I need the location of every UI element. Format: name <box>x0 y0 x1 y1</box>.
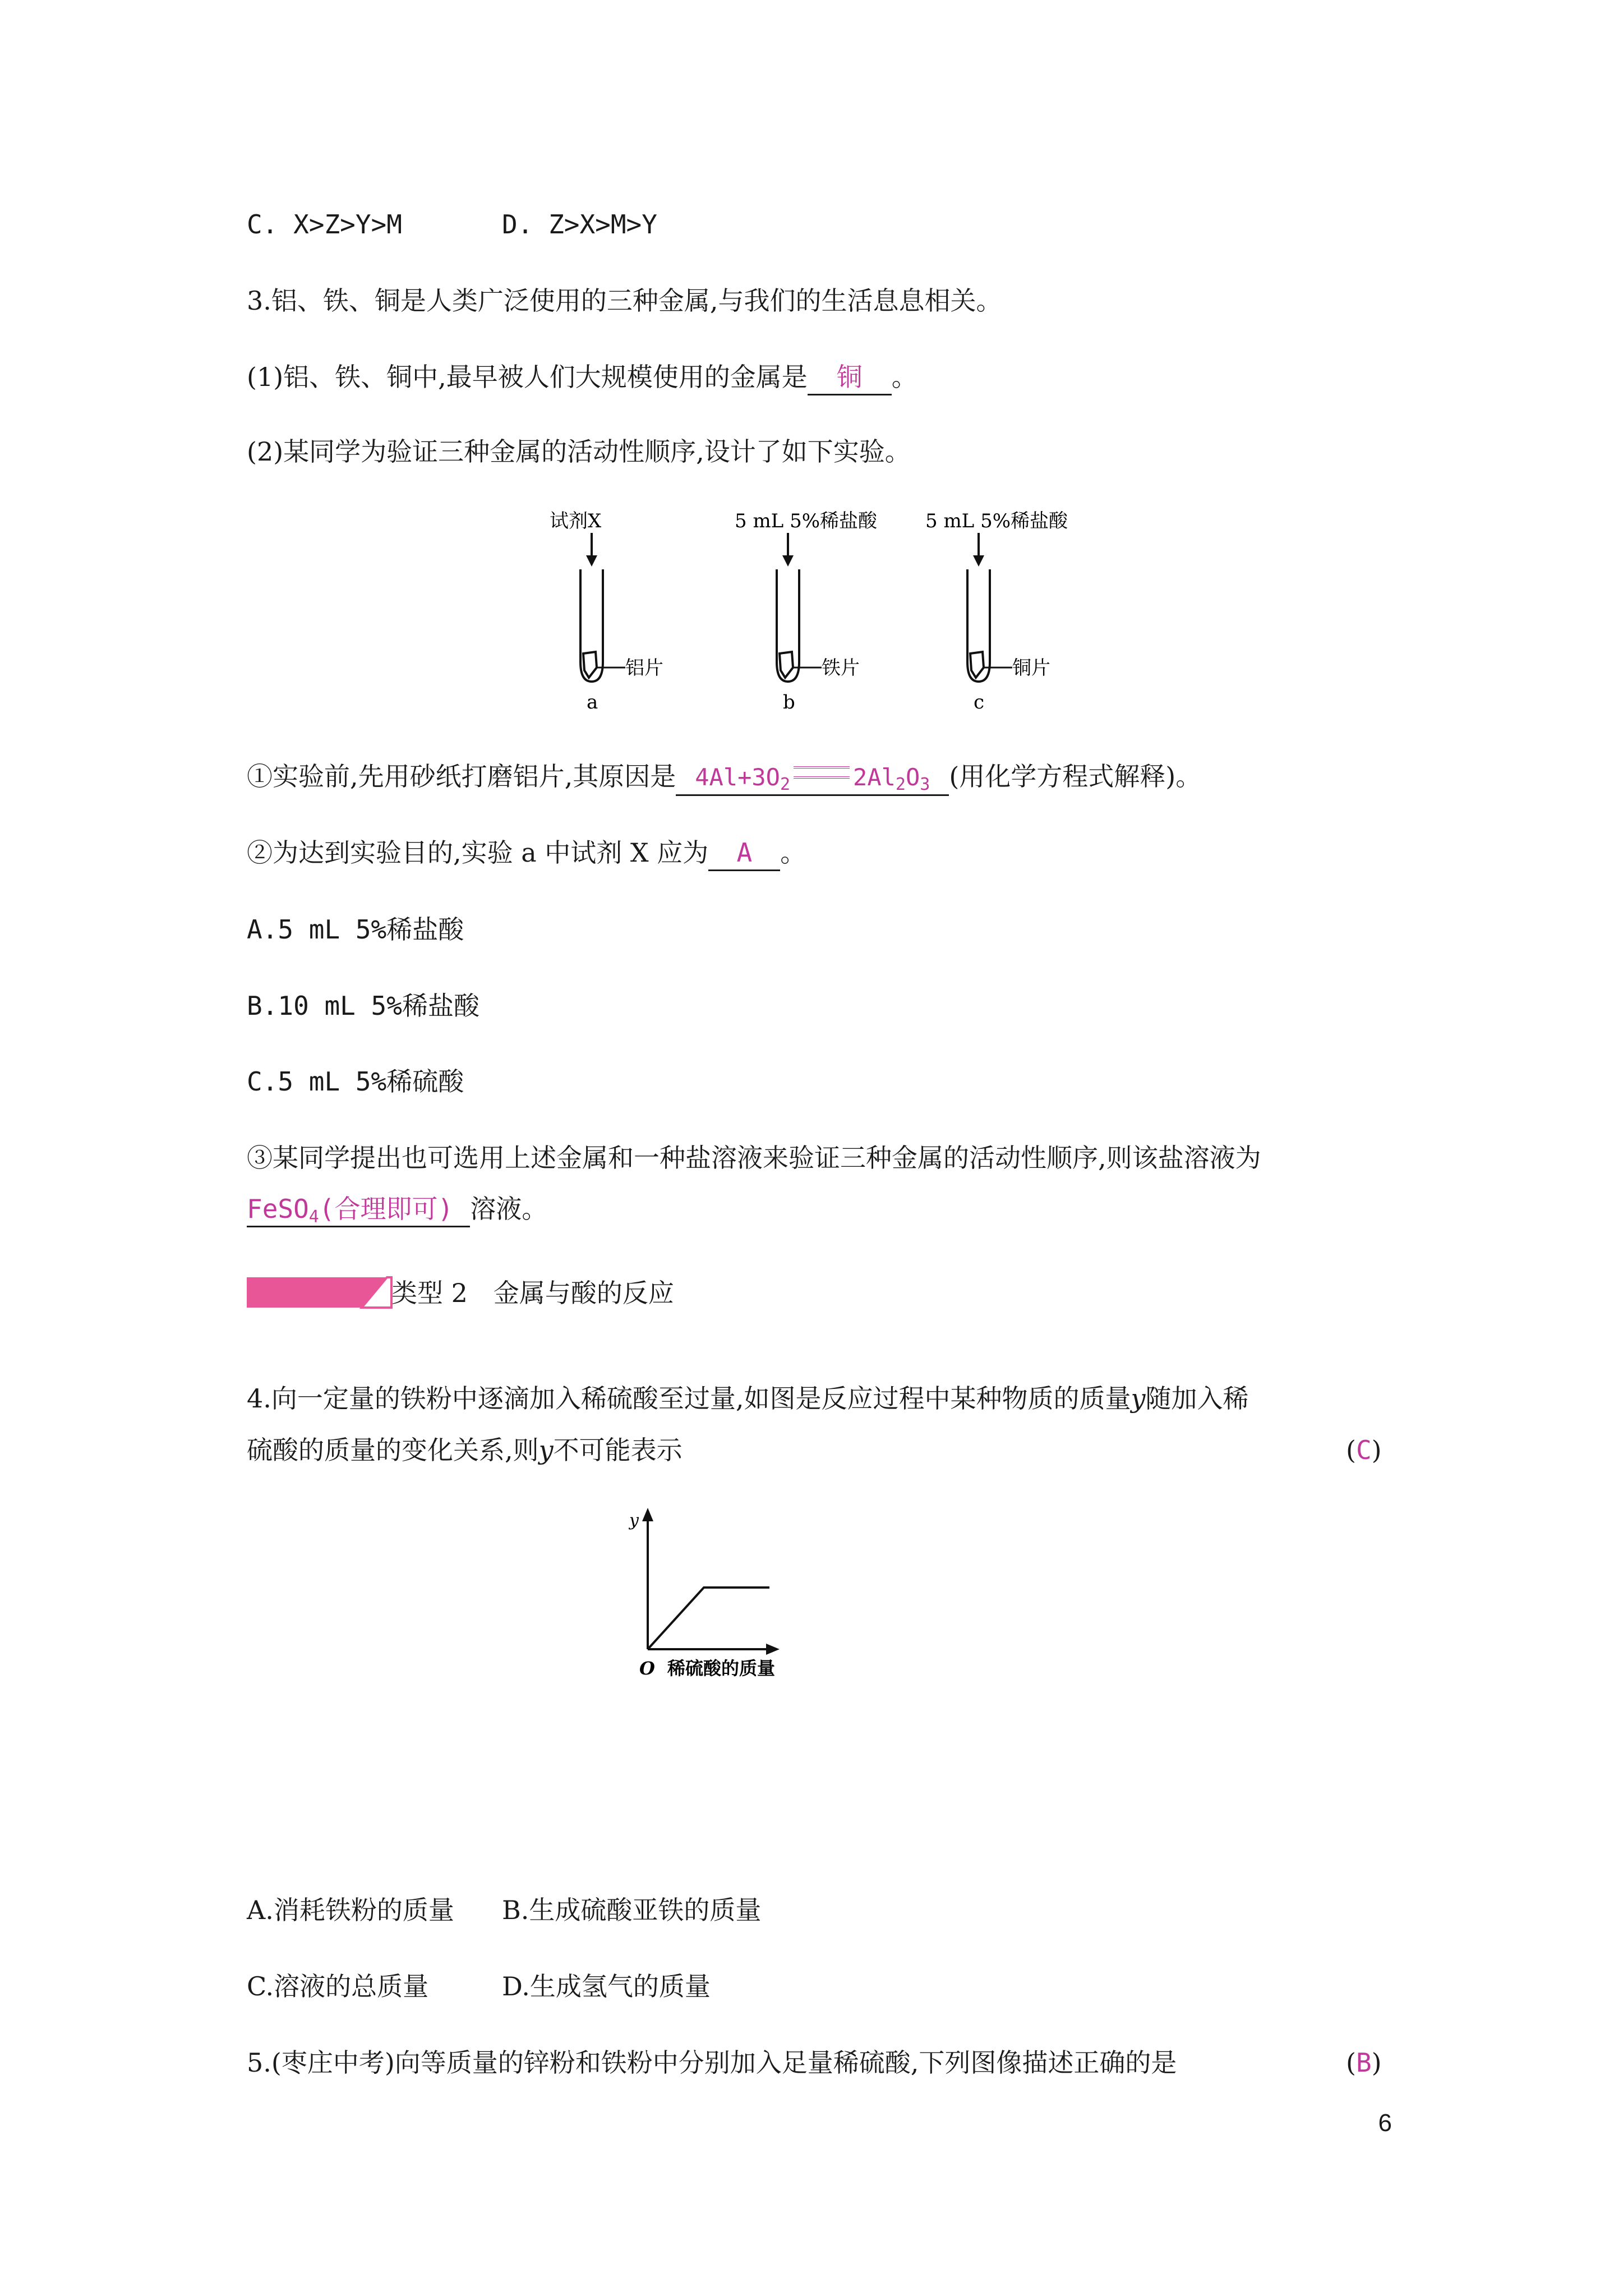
q3-stem: 3.铝、铁、铜是人类广泛使用的三种金属,与我们的生活息息相关。 <box>247 286 1002 316</box>
q3-sub2-blank <box>708 836 780 871</box>
tube-b-letter: b <box>783 691 795 714</box>
q3-part1-text: (1)铝、铁、铜中,最早被人们大规模使用的金属是 <box>247 362 808 392</box>
q4-line2-text: 硫酸的质量的变化关系,则 <box>247 1435 539 1465</box>
tube-c-metal-piece <box>970 652 984 678</box>
q4-answer: C <box>1355 1435 1372 1465</box>
graph-x-arrow-icon <box>766 1644 780 1655</box>
q3-sub2 <box>247 836 806 871</box>
q4-answer-bracket: (C) <box>1346 1435 1382 1465</box>
salt-formula-subscript: 4 <box>308 1207 319 1227</box>
q3-sub3-line1: ③某同学提出也可选用上述金属和一种盐溶液来验证三种金属的活动性顺序,则该盐溶液为 <box>247 1143 1261 1173</box>
tube-c-letter: c <box>974 691 985 714</box>
graph-curve <box>648 1588 769 1649</box>
q3-option-c: C.5 mL 5%稀硫酸 <box>247 1066 464 1097</box>
q3-part1-answer: 铜 <box>836 362 863 392</box>
q2-option-d: D. Z>X>M>Y <box>502 209 657 240</box>
q4-option-a: A.消耗铁粉的质量 <box>247 1895 454 1925</box>
graph-y-arrow-icon <box>642 1508 653 1521</box>
salt-formula-note: (合理即可) <box>319 1194 454 1224</box>
equation-rhs: 2Al <box>853 763 896 791</box>
graph-y-label: y <box>629 1511 639 1530</box>
equation-rhs-subscript-1: 2 <box>895 775 906 794</box>
tube-c-reagent-label: 5 mL 5%稀盐酸 <box>925 510 1068 532</box>
q3-option-a: A.5 mL 5%稀盐酸 <box>247 914 464 945</box>
q3-sub1-suffix: (用化学方程式解释)。 <box>949 761 1202 792</box>
q4-line1-tail: 随加入稀 <box>1145 1383 1249 1414</box>
q3-sub2-answer: A <box>736 838 753 868</box>
q4-y-var-2: y <box>538 1435 554 1465</box>
q2-option-c: C. X>Z>Y>M <box>247 209 402 240</box>
tube-a-reagent-label: 试剂X <box>550 510 602 532</box>
tube-c-metal-label: 铜片 <box>1012 657 1050 679</box>
test-tube-figure <box>550 499 1088 718</box>
tube-b-metal-label: 铁片 <box>822 657 860 679</box>
q4-line2-tail: 不可能表示 <box>553 1435 683 1465</box>
page-number: 6 <box>1378 2109 1392 2137</box>
q3-sub3-line2 <box>247 1192 547 1227</box>
q4-line1-text: 4.向一定量的铁粉中逐滴加入稀硫酸至过量,如图是反应过程中某种物质的质量 <box>247 1383 1131 1414</box>
tube-b-metal-piece <box>780 652 793 678</box>
q4-line2 <box>247 1433 683 1467</box>
q4-option-b: B.生成硫酸亚铁的质量 <box>502 1895 762 1925</box>
q4-line1 <box>247 1382 1249 1415</box>
equation-lhs-subscript: 2 <box>780 775 791 794</box>
equation-equals-sign-icon <box>794 766 850 779</box>
q3-part2: (2)某同学为验证三种金属的活动性顺序,设计了如下实验。 <box>247 436 911 467</box>
q4-option-c: C.溶液的总质量 <box>247 1971 429 2001</box>
q5-text: 5.(枣庄中考)向等质量的锌粉和铁粉中分别加入足量稀硫酸,下列图像描述正确的是 <box>247 2047 1177 2078</box>
q5-answer: B <box>1355 2047 1372 2078</box>
tube-a-arrowhead-icon <box>586 555 597 567</box>
tube-a-letter: a <box>587 691 598 714</box>
q3-sub1-text: ①实验前,先用砂纸打磨铝片,其原因是 <box>247 761 676 792</box>
section-title: 类型 2 金属与酸的反应 <box>391 1278 674 1308</box>
equation-rhs-oxygen: O <box>905 763 920 791</box>
section-header-bar-icon <box>247 1276 393 1310</box>
q3-sub3-suffix: 溶液。 <box>470 1194 548 1224</box>
q3-sub1 <box>247 760 1201 796</box>
q5-answer-bracket: (B) <box>1346 2047 1382 2078</box>
tube-a-metal-label: 铝片 <box>625 657 663 679</box>
tube-c-arrowhead-icon <box>973 555 984 567</box>
tube-b-reagent-label: 5 mL 5%稀盐酸 <box>735 510 878 532</box>
q3-sub2-suffix: 。 <box>780 838 806 868</box>
tube-a-metal-piece <box>583 652 597 678</box>
equation-lhs: 4Al+3O <box>695 763 780 791</box>
graph-origin-label: O <box>639 1658 655 1679</box>
q3-part1-blank <box>808 360 892 395</box>
q3-option-b: B.10 mL 5%稀盐酸 <box>247 991 479 1021</box>
q3-sub1-answer <box>676 761 949 796</box>
tube-b-arrowhead-icon <box>782 555 794 567</box>
q3-sub3-answer <box>247 1192 470 1227</box>
q4-graph <box>623 1503 824 1683</box>
q4-option-d: D.生成氢气的质量 <box>502 1971 711 2001</box>
q3-part1 <box>247 360 917 395</box>
graph-x-label: 稀硫酸的质量 <box>667 1658 776 1679</box>
q3-sub2-text: ②为达到实验目的,实验 a 中试剂 X 应为 <box>247 838 709 868</box>
q3-part1-suffix: 。 <box>891 362 917 392</box>
q4-y-var: y <box>1131 1383 1146 1414</box>
equation-rhs-subscript-2: 3 <box>920 775 930 794</box>
salt-formula: FeSO <box>247 1194 309 1224</box>
